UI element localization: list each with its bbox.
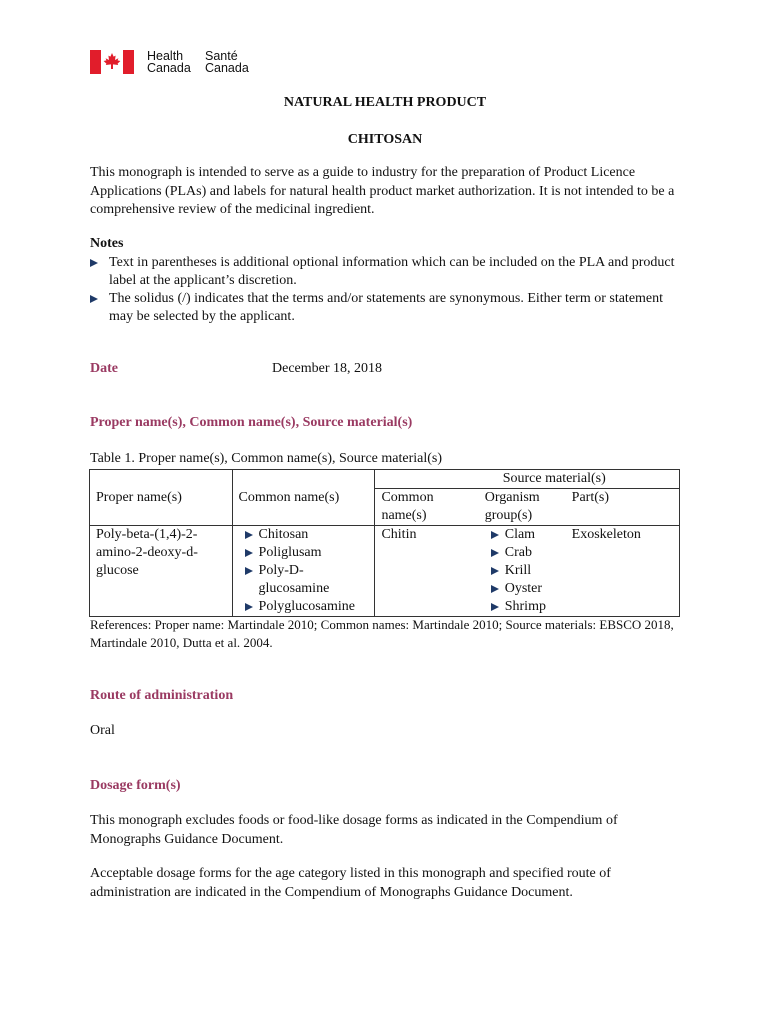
list-item (485, 526, 560, 544)
list-item (90, 290, 690, 326)
common-name: Chitosan (258, 527, 309, 542)
header-proper-name: Proper name(s) (90, 470, 233, 526)
organism: Oyster (504, 581, 543, 596)
table-caption: Table 1. Proper name(s), Common name(s), Source material(s) (90, 451, 443, 466)
header-parts: Part(s) (566, 489, 680, 526)
wordmark-en-canada: Canada (147, 61, 191, 75)
note-text: The solidus (/) indicates that the terms and/or statements are synonymous. Either term or statement may be selected by the applicant. (109, 291, 664, 324)
common-name: Poly-D-glucosamine (258, 563, 330, 596)
header-source-material: Source material(s) (375, 470, 680, 489)
list-item (90, 254, 690, 290)
bullet-arrow-icon (491, 567, 499, 575)
notes-heading: Notes (90, 236, 124, 251)
list-item (239, 562, 369, 598)
organism: Shrimp (504, 599, 546, 614)
route-value: Oral (90, 723, 115, 738)
bullet-arrow-icon (245, 531, 253, 539)
names-table (89, 469, 680, 617)
names-heading: Proper name(s), Common name(s), Source material(s) (90, 415, 413, 430)
note-text: Text in parentheses is additional optional information which can be included on the PLA and product label at the applicant’s discretion. (109, 255, 675, 288)
cell-organisms (479, 526, 566, 617)
dosage-paragraph-1: This monograph excludes foods or food-like dosage forms as indicated in the Compendium of Monographs Guidance Document. (90, 813, 618, 847)
canada-flag-icon (90, 50, 134, 74)
organism: Crab (504, 545, 532, 560)
document-title: NATURAL HEALTH PRODUCT (283, 95, 487, 110)
date-label: Date (90, 361, 118, 376)
bullet-arrow-icon (245, 567, 253, 575)
dosage-heading: Dosage form(s) (90, 778, 181, 793)
cell-source-common: Chitin (375, 526, 479, 617)
bullet-arrow-icon (491, 549, 499, 557)
dosage-paragraph-2: Acceptable dosage forms for the age category listed in this monograph and specified route of administration are indicated in the Compendium of Monographs Guidance Document. (90, 866, 611, 900)
bullet-arrow-icon (90, 295, 98, 303)
list-item (239, 598, 369, 616)
list-item (239, 544, 369, 562)
list-item (485, 562, 560, 580)
wordmark-fr-sante: Santé (205, 49, 238, 63)
header-source-common: Common name(s) (375, 489, 479, 526)
document-subtitle: CHITOSAN (347, 132, 423, 147)
list-item (485, 598, 560, 616)
organism: Clam (504, 527, 536, 542)
organism: Krill (504, 563, 532, 578)
list-item (485, 580, 560, 598)
bullet-arrow-icon (245, 603, 253, 611)
bullet-arrow-icon (90, 259, 98, 267)
health-canada-logo (90, 49, 249, 75)
common-name: Poliglusam (258, 545, 322, 560)
list-item (239, 526, 369, 544)
references-text: References: Proper name: Martindale 2010; Common names: Martindale 2010; Source materials: EBSCO 2018, Martindale 2010, Dutta et al. 2004. (90, 617, 674, 650)
header-common-name: Common name(s) (232, 470, 375, 526)
cell-proper-name: Poly-beta-(1,4)-2-amino-2-deoxy-d-glucose (90, 526, 233, 617)
intro-paragraph: This monograph is intended to serve as a guide to industry for the preparation of Product Licence Applications (PLAs) and labels for natural health product market authorization. It is not intended to be a comprehensive review of the medicinal ingredient. (90, 165, 675, 217)
bullet-arrow-icon (491, 531, 499, 539)
bullet-arrow-icon (491, 603, 499, 611)
cell-common-names (232, 526, 375, 617)
route-heading: Route of administration (90, 688, 234, 703)
common-name: Polyglucosamine (258, 599, 355, 614)
wordmark-en-health: Health (147, 49, 184, 63)
bullet-arrow-icon (245, 549, 253, 557)
cell-parts: Exoskeleton (566, 526, 680, 617)
bullet-arrow-icon (491, 585, 499, 593)
notes-list (90, 254, 690, 326)
department-wordmark (147, 50, 249, 74)
header-organism-group: Organism group(s) (479, 489, 566, 526)
wordmark-fr-canada: Canada (205, 61, 249, 75)
list-item (485, 544, 560, 562)
date-value: December 18, 2018 (272, 361, 383, 376)
